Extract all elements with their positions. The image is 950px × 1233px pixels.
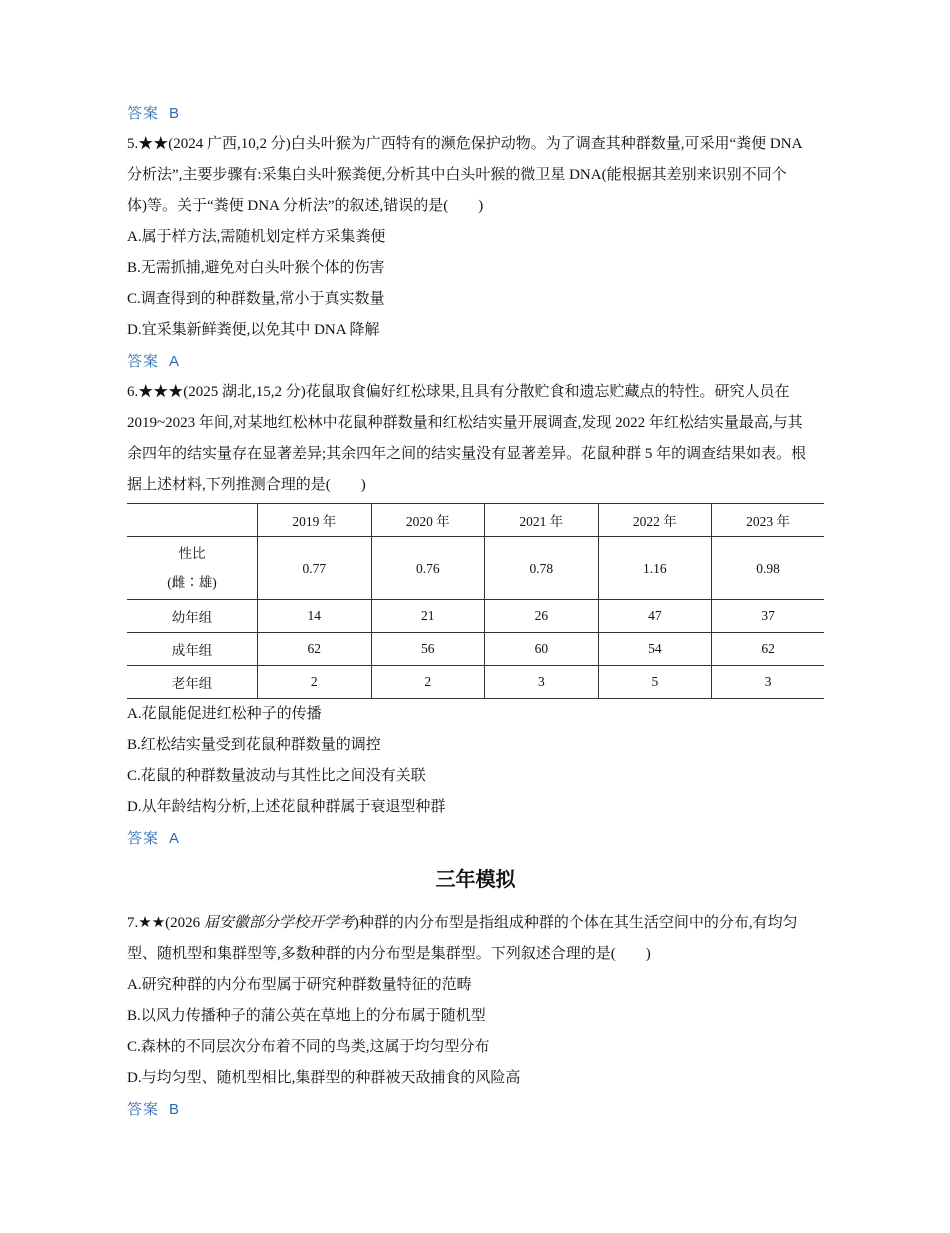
table-cell: 60 bbox=[485, 633, 599, 666]
table-cell: 0.78 bbox=[485, 537, 599, 600]
table-cell: 47 bbox=[598, 600, 712, 633]
table-cell: 26 bbox=[485, 600, 599, 633]
question-text-line: 据上述材料,下列推测合理的是( ) bbox=[127, 477, 366, 493]
answer-q5 bbox=[127, 346, 824, 377]
answer-value: B bbox=[169, 105, 180, 122]
question-text-line: 6.★★★(2025 湖北,15,2 分)花鼠取食偏好红松球果,且具有分散贮食和遗忘贮藏点的特性。研究人员在 bbox=[127, 384, 790, 400]
table-cell: 2 bbox=[258, 666, 372, 699]
row-label: 成年组 bbox=[127, 633, 258, 666]
question-text-line: 分析法”,主要步骤有:采集白头叶猴粪便,分析其中白头叶猴的微卫星 DNA(能根据其差别来识别不同个 bbox=[127, 167, 787, 183]
table-cell: 0.98 bbox=[712, 537, 824, 600]
answer-label: 答案 bbox=[127, 105, 160, 122]
question-6 bbox=[127, 377, 824, 854]
table-row bbox=[127, 600, 824, 633]
table-cell: 62 bbox=[258, 633, 372, 666]
table-cell: 54 bbox=[598, 633, 712, 666]
table-cell: 21 bbox=[371, 600, 485, 633]
option-b: B.以风力传播种子的蒲公英在草地上的分布属于随机型 bbox=[127, 1008, 486, 1024]
row-label-line: (雌∶雄) bbox=[167, 575, 217, 590]
table-cell: 1.16 bbox=[598, 537, 712, 600]
option-c: C.花鼠的种群数量波动与其性比之间没有关联 bbox=[127, 768, 426, 784]
question-text-line bbox=[127, 908, 824, 939]
table-cell: 2 bbox=[371, 666, 485, 699]
row-label bbox=[127, 537, 258, 600]
option-d: D.从年龄结构分析,上述花鼠种群属于衰退型种群 bbox=[127, 799, 446, 815]
table-cell: 3 bbox=[712, 666, 824, 699]
table-header-cell: 2020 年 bbox=[371, 504, 485, 537]
question-7 bbox=[127, 908, 824, 1125]
survey-table bbox=[127, 503, 824, 699]
table-cell: 5 bbox=[598, 666, 712, 699]
option-c: C.森林的不同层次分布着不同的鸟类,这属于均匀型分布 bbox=[127, 1039, 490, 1055]
table-header-cell: 2022 年 bbox=[598, 504, 712, 537]
option-a: A.属于样方法,需随机划定样方采集粪便 bbox=[127, 229, 386, 245]
question-text: )种群的内分布型是指组成种群的个体在其生活空间中的分布,有均匀 bbox=[353, 915, 798, 931]
table-header-cell: 2019 年 bbox=[258, 504, 372, 537]
answer-q7 bbox=[127, 1094, 824, 1125]
table-cell: 0.77 bbox=[258, 537, 372, 600]
table-row bbox=[127, 633, 824, 666]
table-cell: 62 bbox=[712, 633, 824, 666]
answer-value: A bbox=[169, 830, 180, 847]
answer-value: A bbox=[169, 353, 180, 370]
table-cell: 0.76 bbox=[371, 537, 485, 600]
table-header-cell bbox=[127, 504, 258, 537]
option-b: B.无需抓捕,避免对白头叶猴个体的伤害 bbox=[127, 260, 385, 276]
answer-label: 答案 bbox=[127, 1101, 160, 1118]
table-header-cell: 2023 年 bbox=[712, 504, 824, 537]
option-b: B.红松结实量受到花鼠种群数量的调控 bbox=[127, 737, 381, 753]
question-text-line: 5.★★(2024 广西,10,2 分)白头叶猴为广西特有的濒危保护动物。为了调查其种群数量,可采用“粪便 DNA bbox=[127, 136, 803, 152]
option-a: A.花鼠能促进红松种子的传播 bbox=[127, 706, 322, 722]
question-5 bbox=[127, 129, 824, 377]
answer-label: 答案 bbox=[127, 353, 160, 370]
table-header-cell: 2021 年 bbox=[485, 504, 599, 537]
question-source: 届安徽部分学校开学考 bbox=[200, 915, 354, 931]
document-page bbox=[127, 98, 824, 1125]
table-cell: 37 bbox=[712, 600, 824, 633]
question-text-line: 体)等。关于“粪便 DNA 分析法”的叙述,错误的是( ) bbox=[127, 198, 484, 214]
row-label-line: 性比 bbox=[178, 546, 206, 561]
table-cell: 56 bbox=[371, 633, 485, 666]
answer-q4 bbox=[127, 98, 824, 129]
answer-label: 答案 bbox=[127, 830, 160, 847]
option-d: D.与均匀型、随机型相比,集群型的种群被天敌捕食的风险高 bbox=[127, 1070, 521, 1086]
row-label: 老年组 bbox=[127, 666, 258, 699]
option-a: A.研究种群的内分布型属于研究种群数量特征的范畴 bbox=[127, 977, 472, 993]
answer-q6 bbox=[127, 823, 824, 854]
question-text-line: 型、随机型和集群型等,多数种群的内分布型是集群型。下列叙述合理的是( ) bbox=[127, 946, 651, 962]
question-text-line: 余四年的结实量存在显著差异;其余四年之间的结实量没有显著差异。花鼠种群 5 年的调查结果如表。根 bbox=[127, 446, 807, 462]
section-title: 三年模拟 bbox=[435, 869, 516, 891]
table-cell: 3 bbox=[485, 666, 599, 699]
row-label: 幼年组 bbox=[127, 600, 258, 633]
table-cell: 14 bbox=[258, 600, 372, 633]
question-text-line: 2019~2023 年间,对某地红松林中花鼠种群数量和红松结实量开展调查,发现 2022 年红松结实量最高,与其 bbox=[127, 415, 803, 431]
option-c: C.调查得到的种群数量,常小于真实数量 bbox=[127, 291, 385, 307]
option-d: D.宜采集新鲜粪便,以免其中 DNA 降解 bbox=[127, 322, 380, 338]
question-number: 7.★★(2026 bbox=[127, 915, 201, 931]
answer-value: B bbox=[169, 1101, 180, 1118]
table-row bbox=[127, 666, 824, 699]
table-row bbox=[127, 537, 824, 600]
table-header-row bbox=[127, 504, 824, 537]
